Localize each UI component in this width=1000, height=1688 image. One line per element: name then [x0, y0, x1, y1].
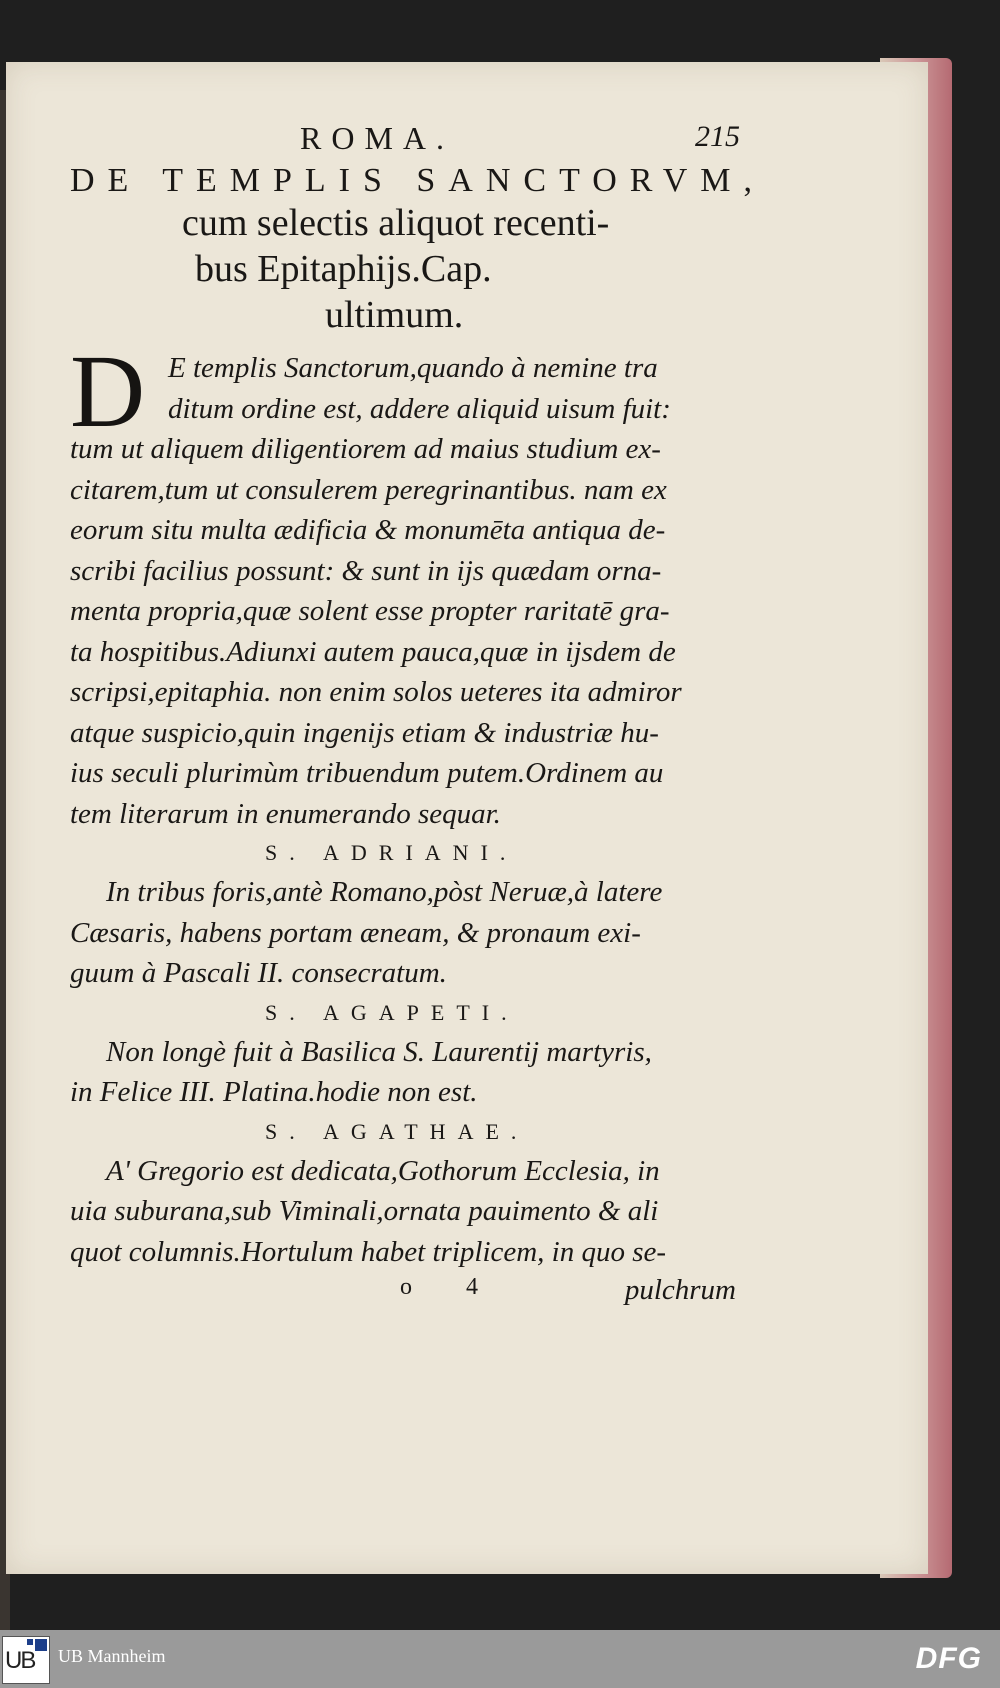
drop-cap: D — [70, 334, 146, 449]
chapter-title-line: bus Epitaphijs.Cap. — [195, 248, 492, 290]
chapter-title-line: cum selectis aliquot recenti- — [182, 202, 610, 244]
page-number: 215 — [695, 120, 740, 153]
signature-mark: o 4 — [400, 1274, 502, 1300]
section-agathae-text — [70, 1151, 730, 1273]
text-line: In tribus foris,antè Romano,pòst Neruæ,à latere — [106, 876, 663, 908]
text-line: ius seculi plurimùm tribuendum putem.Ordinem au — [70, 757, 664, 789]
catchline — [70, 1274, 736, 1314]
section-adriani-text — [70, 872, 730, 994]
text-line: ditum ordine est, addere aliquid uisum fuit: — [168, 392, 671, 425]
logo-text: UB — [5, 1647, 35, 1674]
text-line: tem literarum in enumerando sequar. — [70, 797, 501, 830]
chapter-title-line: ultimum. — [325, 294, 464, 336]
dfg-logo-icon[interactable]: DFG — [915, 1642, 982, 1675]
viewer-footer-bar — [0, 1630, 1000, 1688]
text-line: in Felice III. Platina.hodie non est. — [70, 1076, 478, 1108]
page-content — [70, 120, 766, 1314]
section-heading-agathae: S. AGATHAE. — [265, 1118, 529, 1144]
logo-square-icon — [35, 1639, 47, 1651]
running-title: ROMA. — [300, 120, 455, 156]
text-line: atque suspicio,quin ingenijs etiam & industriæ hu- — [70, 716, 659, 749]
text-line: eorum situ multa ædificia & monumēta antiqua de- — [70, 514, 666, 546]
text-line: citarem,tum ut consulerem peregrinantibus. nam ex — [70, 473, 667, 506]
text-line: quot columnis.Hortulum habet triplicem, in quo se- — [70, 1235, 667, 1268]
text-line: tum ut aliquem diligentiorem ad maius studium ex- — [70, 433, 661, 465]
paper-page — [6, 62, 928, 1574]
text-line: uia suburana,sub Viminali,ornata pauimento & ali — [70, 1195, 659, 1227]
text-line: Cæsaris, habens portam æneam, & pronaum exi- — [70, 916, 641, 949]
catchword: pulchrum — [624, 1274, 736, 1306]
intro-paragraph — [70, 334, 730, 834]
logo-square-small-icon — [27, 1639, 33, 1645]
text-line: scribi facilius possunt: & sunt in ijs quædam orna- — [70, 554, 662, 587]
text-line: guum à Pascali II. consecratum. — [70, 957, 447, 989]
ub-logo-icon[interactable] — [2, 1636, 50, 1684]
text-line: E templis Sanctorum,quando à nemine tra — [168, 352, 658, 384]
text-line: A' Gregorio est dedicata,Gothorum Ecclesia, in — [106, 1154, 660, 1187]
section-agapeti-text — [70, 1032, 730, 1113]
chapter-title-caps: DE TEMPLIS SANCTORVM, — [70, 162, 766, 199]
running-head — [70, 120, 740, 162]
text-line: Non longè fuit à Basilica S. Laurentij martyris, — [106, 1035, 652, 1068]
section-heading-adriani: S. ADRIANI. — [265, 840, 518, 865]
text-line: scripsi,epitaphia. non enim solos ueteres ita admiror — [70, 676, 682, 708]
text-line: menta propria,quæ solent esse propter raritatē gra- — [70, 595, 670, 627]
section-heading-agapeti: S. AGAPETI. — [265, 999, 519, 1025]
library-name-link[interactable]: UB Mannheim — [58, 1646, 166, 1666]
text-line: ta hospitibus.Adiunxi autem pauca,quæ in ijsdem de — [70, 635, 676, 668]
